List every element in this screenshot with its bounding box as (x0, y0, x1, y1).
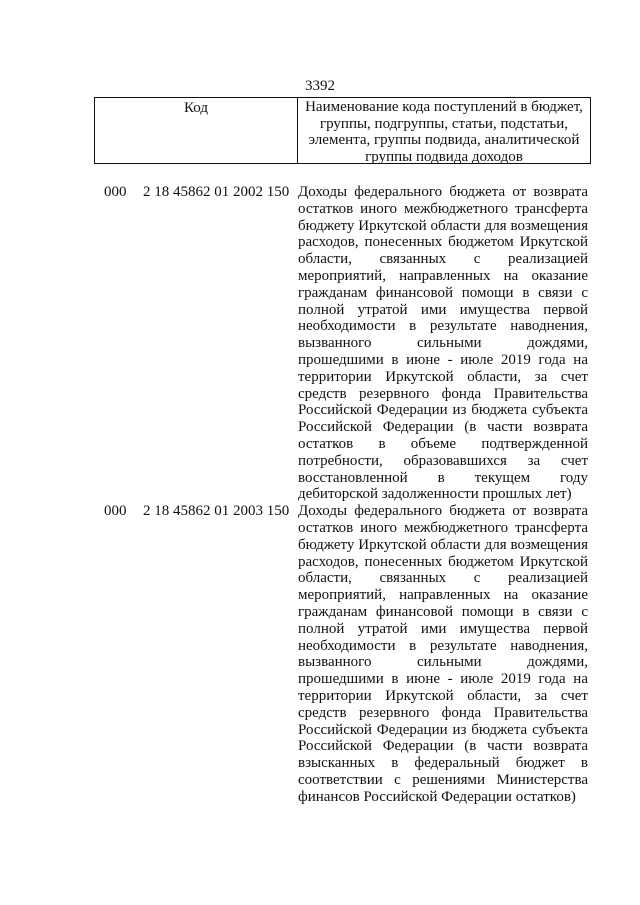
row-description: Доходы федерального бюджета от возврата остатков иного межбюджетного трансферта бюджету Иркутской области для возмещения расходов, понесенных бюджетом Иркутской области, связанных с реализацией мероприятий, направленных на оказание гражданам финансовой помощи в связи с полной утратой ими имущества первой необходимости в результате наводнения, вызванного сильными дождями, прошедшими в июне - июле 2019 года на территории Иркутской области, за счет средств резервного фонда Правительства Российской Федерации из бюджета субъекта Российской Федерации (в части возврата взысканных в федеральный бюджет в соответствии с решениями Министерства финансов Российской Федерации остатков) (298, 503, 588, 805)
row-income-code: 2 18 45862 01 2002 150 (143, 184, 290, 200)
row-admin-code: 000 (104, 503, 127, 520)
header-code-column: Код (95, 98, 298, 163)
page-number: 3392 (305, 78, 335, 94)
row-description: Доходы федерального бюджета от возврата остатков иного межбюджетного трансферта бюджету Иркутской области для возмещения расходов, понесенных бюджетом Иркутской области, связанных с реализацией мероприятий, направленных на оказание гражданам финансовой помощи в связи с полной утратой ими имущества первой необходимости в результате наводнения, вызванного сильными дождями, прошедшими в июне - июле 2019 года на территории Иркутской области, за счет средств резервного фонда Правительства Российской Федерации из бюджета субъекта Российской Федерации (в части возврата остатков в объеме подтвержденной потребности, образовавшихся за счет восстановленной в текущем году дебиторской задолженности прошлых лет) (298, 184, 588, 503)
table-body (0, 184, 640, 805)
header-name-column: Наименование кода поступлений в бюджет, группы, подгруппы, статьи, подстатьи, элемента, группы подвида, аналитической группы подвида доходов (305, 99, 583, 165)
table-header (94, 97, 591, 164)
row-admin-code: 000 (104, 184, 127, 200)
table-row (0, 503, 640, 805)
row-income-code: 2 18 45862 01 2003 150 (143, 503, 290, 520)
table-row (0, 184, 640, 503)
